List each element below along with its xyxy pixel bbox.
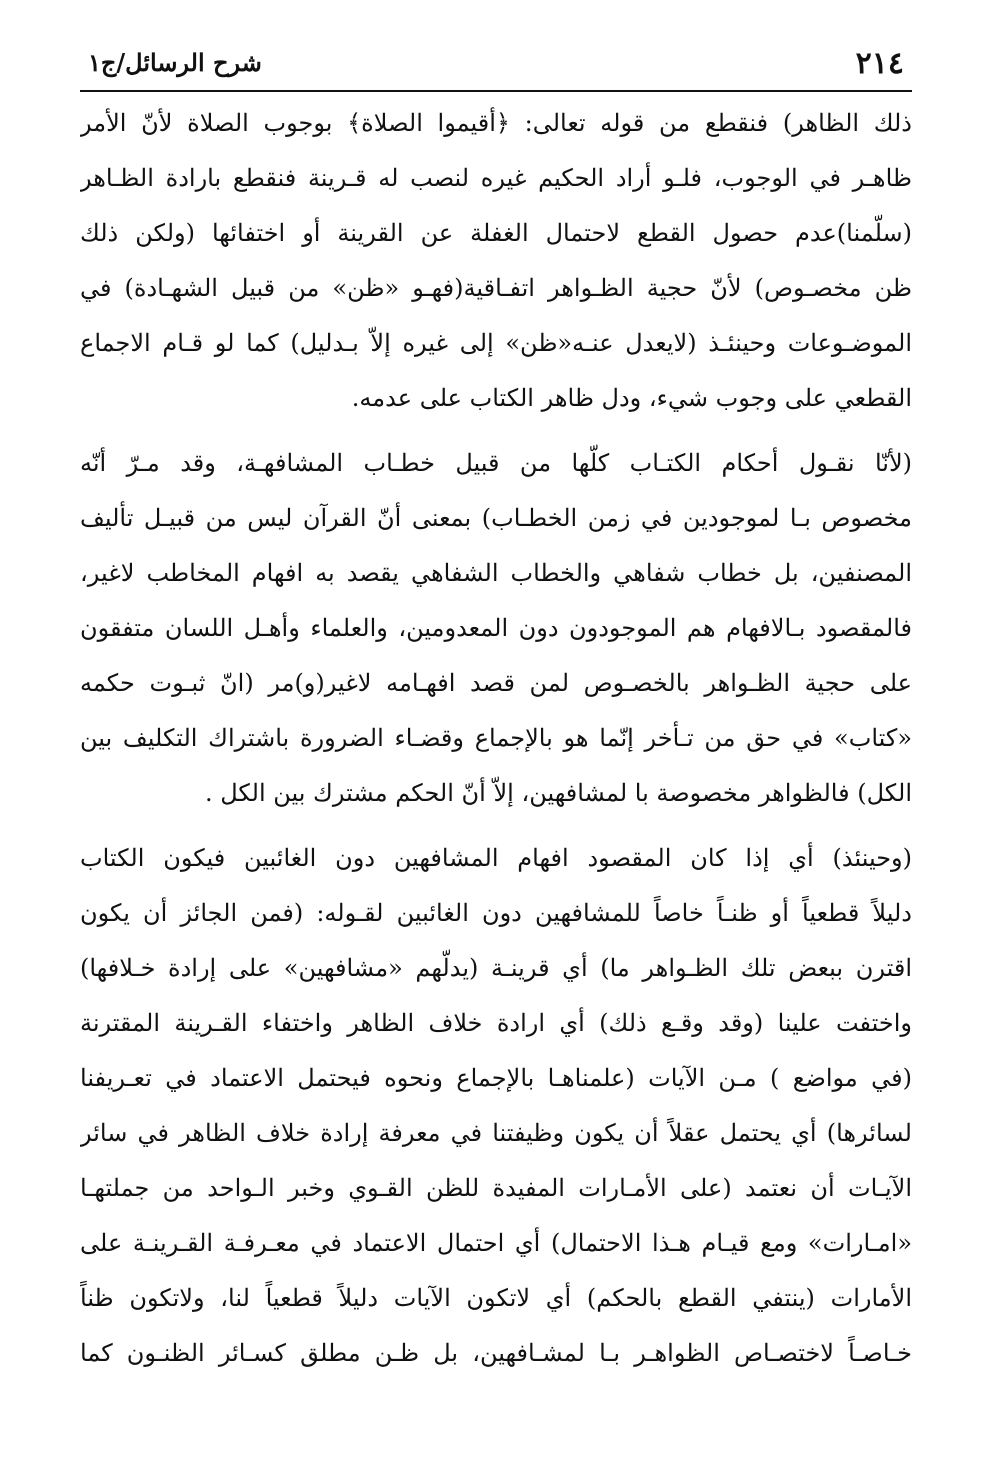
text-line: ظن مخصـوص) لأنّ حجية الظـواهر اتفـاقية(فهـو «ظن» من قبيل الشهـادة) في [80, 274, 912, 302]
text-line: واختفت علينا (وقد وقـع ذلك) أي ارادة خلاف الظاهر واختفاء القـرينة المقترنة [80, 1009, 912, 1037]
text-line: «كتاب» في حق من تـأخر إنّما هو بالإجماع وقضـاء الضرورة باشتراك التكليف بين [80, 724, 912, 752]
text-line: الكل) فالظواهر مخصوصة با لمشافهين، إلاّ أنّ الحكم مشترك بين الكل . [204, 779, 912, 807]
text-line: فالمقصود بـالافهام هم الموجودون دون المعدومين، والعلماء وأهـل اللسان متفقون [80, 614, 912, 642]
text-line: الموضـوعات وحينئـذ (لايعدل عنـه«ظن» إلى غيره إلاّ بـدليل) كما لو قـام الاجماع [80, 329, 912, 357]
text-line: القطعي على وجوب شيء، ودل ظاهر الكتاب على عدمه. [351, 384, 912, 412]
text-line: مخصوص بـا لموجودين في زمن الخطـاب) بمعنى أنّ القرآن ليس من قبيـل تأليف [80, 504, 912, 532]
text-line: (لأنّا نقـول أحكام الكتـاب كلّها من قبيل خطـاب المشافهـة، وقد مـرّ أنّه [80, 449, 912, 477]
paragraph-3 [80, 831, 912, 1381]
text-line: (سلّمنا)عدم حصول القطع لاحتمال الغفلة عن القرينة أو اختفائها (ولكن ذلك [80, 219, 912, 247]
text-line: لسائرها) أي يحتمل عقلاً أن يكون وظيفتنا في معرفة إرادة خلاف الظاهر في سائر [80, 1119, 912, 1147]
text-line: ذلك الظاهر) فنقطع من قوله تعالى: ﴿أقيموا الصلاة﴾ بوجوب الصلاة لأنّ الأمر [80, 109, 912, 137]
text-line: على حجية الظـواهر بالخصـوص لمن قصد افهـامه لاغير(و)مر (انّ ثبـوت حكمه [80, 669, 912, 697]
text-line: خـاصـاً لاختصـاص الظواهـر بـا لمشـافهين، بل ظـن مطلق كسـائر الظنـون كما [80, 1339, 912, 1367]
text-line: ظاهـر في الوجوب، فلـو أراد الحكيم غيره لنصب له قـرينة فنقطع بارادة الظـاهر [80, 164, 912, 192]
page-body [80, 96, 912, 1381]
paragraph-1 [80, 96, 912, 426]
text-line: المصنفين، بل خطاب شفاهي والخطاب الشفاهي يقصد به افهام المخاطب لاغير، [80, 559, 912, 587]
text-line: الآيـات أن نعتمد (على الأمـارات المفيدة للظن القـوي وخبر الـواحد من جملتهـا [80, 1174, 912, 1202]
text-line: دليلاً قطعياً أو ظنـاً خاصاً للمشافهين دون الغائبين لقـوله: (فمن الجائز أن يكون [80, 899, 912, 927]
text-line: اقترن ببعض تلك الظـواهر ما) أي قرينـة (يدلّهم «مشافهين» على إرادة خـلافها) [80, 954, 912, 982]
page-number: ٢١٤ [855, 46, 904, 81]
text-line: (وحينئذ) أي إذا كان المقصود افهام المشافهين دون الغائبين فيكون الكتاب [80, 844, 912, 872]
text-line: «امـارات» ومع قيـام هـذا الاحتمال) أي احتمال الاعتماد في معـرفـة القـرينـة على [80, 1229, 912, 1257]
page-header [80, 40, 912, 92]
text-line: (في مواضع ) مـن الآيات (علمناهـا بالإجماع ونحوه فيحتمل الاعتماد في تعـريفنا [80, 1064, 912, 1092]
paragraph-2 [80, 436, 912, 821]
running-title: شرح الرسائل/ج١ [88, 48, 262, 77]
text-line: الأمارات (ينتفي القطع بالحكم) أي لاتكون الآيات دليلاً قطعياً لنا، ولاتكون ظناً [80, 1284, 912, 1312]
